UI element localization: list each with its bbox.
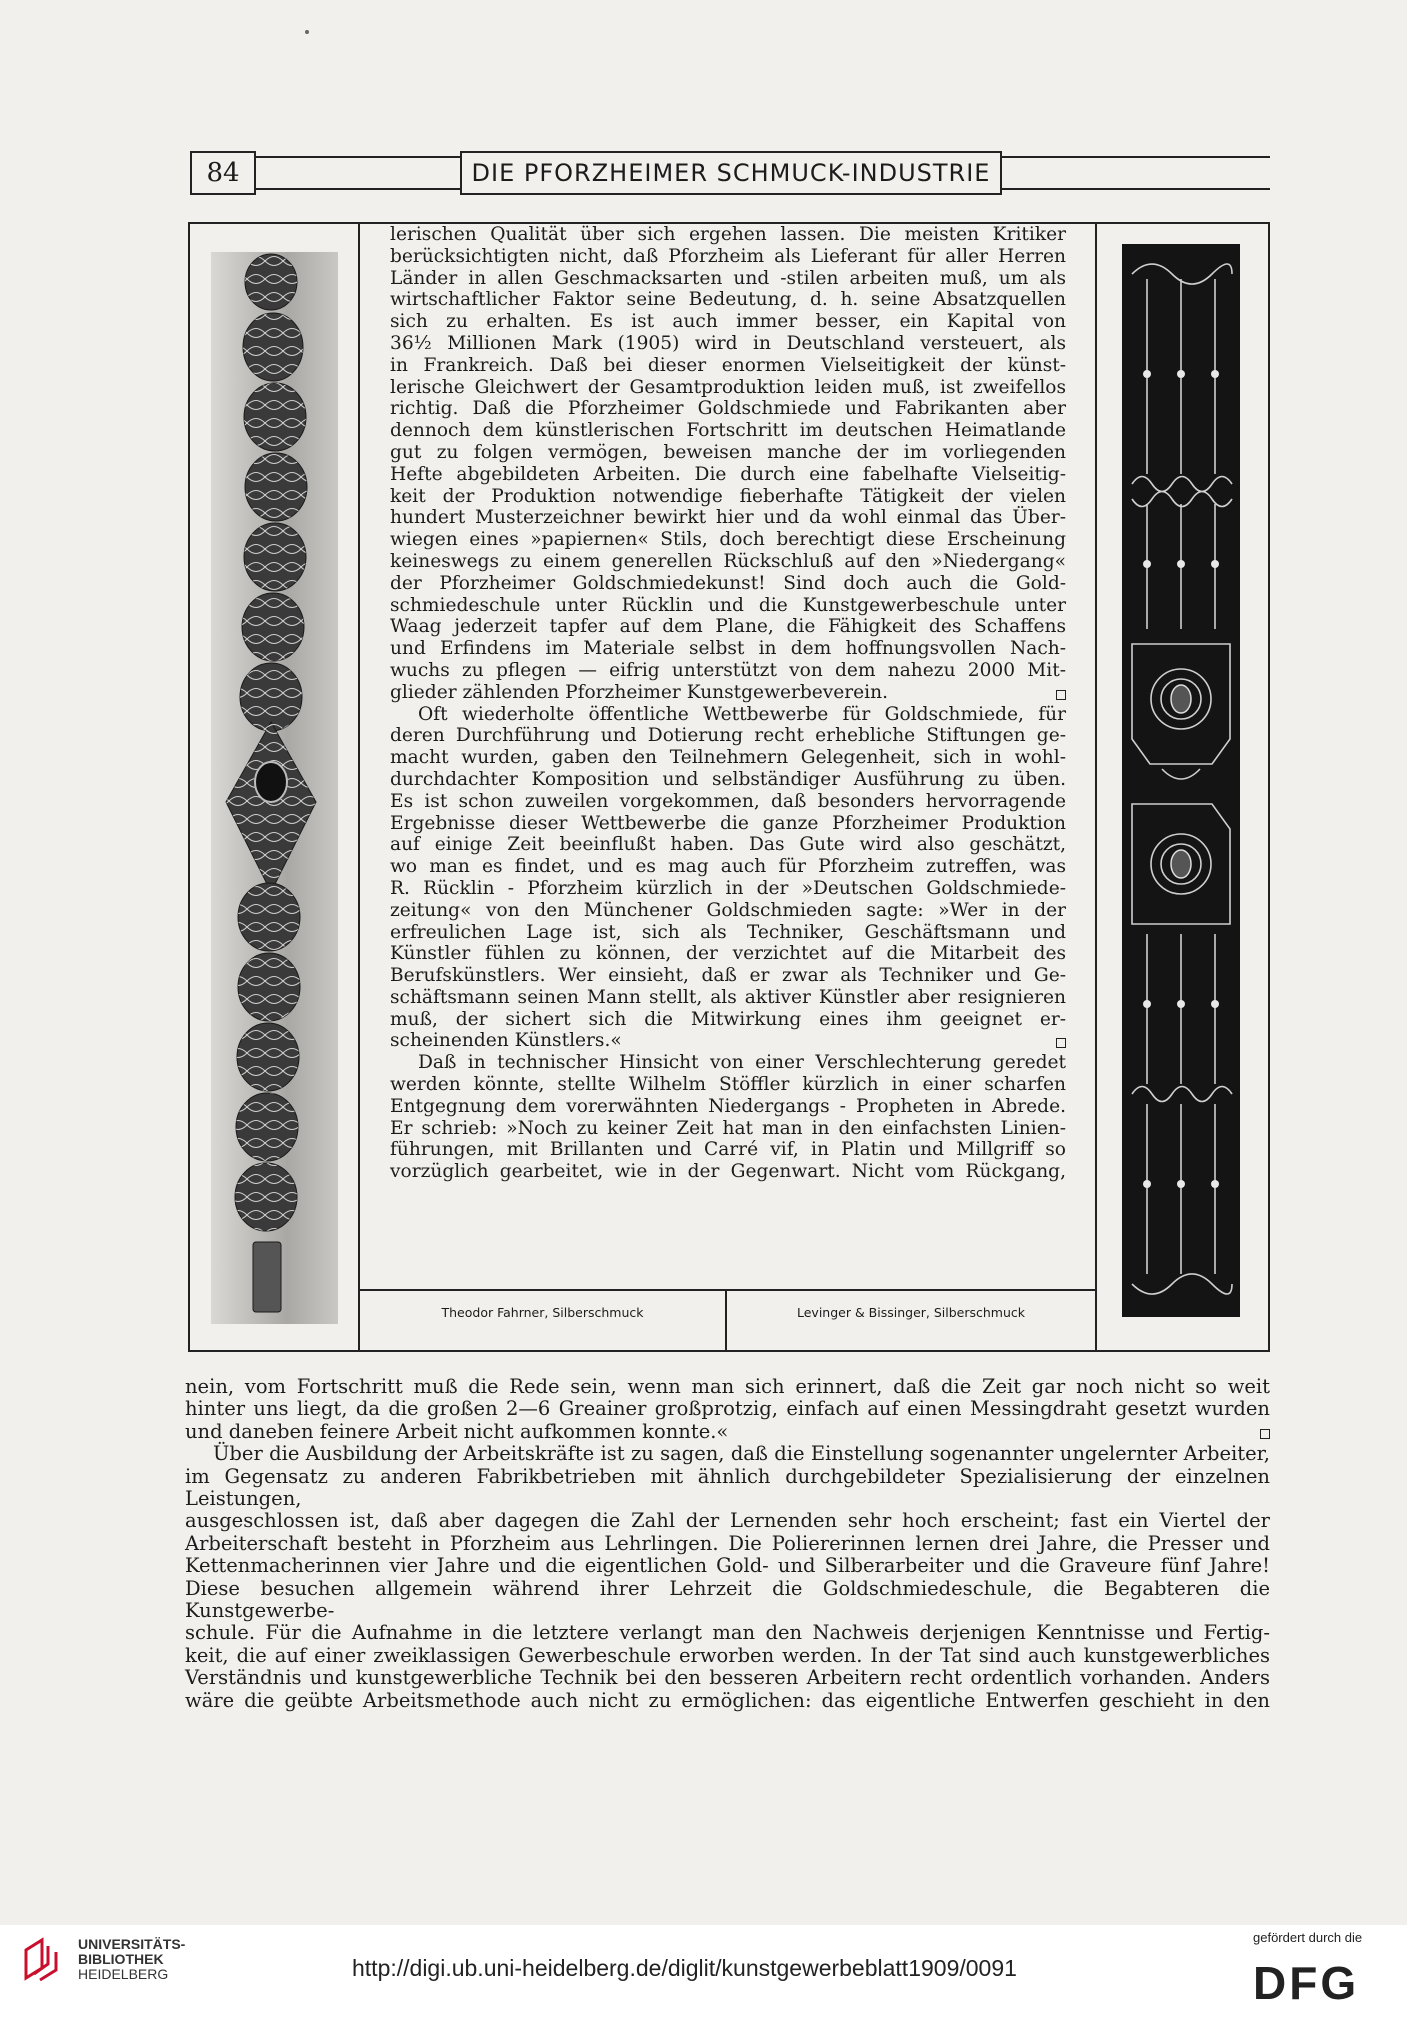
text-line: Entgegnung dem vorerwähnten Niedergangs - Propheten in Abrede.	[390, 1095, 1066, 1117]
column-paragraph-2	[390, 704, 1066, 1053]
main-paragraph-2	[185, 1443, 1270, 1712]
funded-by-label: gefördert durch die	[1253, 1930, 1363, 1945]
text-line: nein, vom Fortschritt muß die Rede sein, wenn man sich erinnert, daß die Zeit gar noch nicht so weit	[185, 1375, 1270, 1398]
text-line: wäre die geübte Arbeitsmethode auch nicht zu ermöglichen: das eigentliche Entwerfen geschieht in den	[185, 1688, 1270, 1712]
caption-divider	[725, 1289, 727, 1352]
text-line: gut zu folgen vermögen, beweisen manche der im vorliegenden	[390, 441, 1066, 463]
text-line: wo man es findet, und es mag auch für Pforzheim zutreffen, was	[390, 856, 1066, 878]
header-rule	[1002, 188, 1270, 190]
text-line: hundert Musterzeichner bewirkt hier und da wohl einmal das Über-	[390, 507, 1066, 529]
caption-left: Theodor Fahrner, Silberschmuck	[441, 1305, 644, 1320]
text-line	[390, 682, 1066, 704]
text-line: der Pforzheimer Goldschmiedekunst! Sind doch auch die Gold-	[390, 572, 1066, 594]
text-line: auf einige Zeit beeinflußt haben. Das Gute wird also geschätzt,	[390, 834, 1066, 856]
caption-right: Levinger & Bissinger, Silberschmuck	[796, 1305, 1026, 1320]
text-line: Oft wiederholte öffentliche Wettbewerbe für Goldschmiede, für	[418, 703, 1066, 725]
text-line: wirtschaftlicher Faktor seine Bedeutung, d. h. seine Absatzquellen	[390, 289, 1066, 311]
main-text	[185, 1376, 1270, 1712]
text-line	[390, 1030, 1066, 1052]
permalink-url[interactable]: http://digi.ub.uni-heidelberg.de/diglit/kunstgewerbeblatt1909/0091	[352, 1955, 1017, 1981]
text-line	[185, 1421, 1270, 1443]
text-line: erfreulichen Lage ist, sich als Techniker, Geschäftsmann und	[390, 921, 1066, 943]
frame-divider-right	[1095, 222, 1097, 1352]
text-line: Daß in technischer Hinsicht von einer Verschlechterung geredet	[418, 1052, 1066, 1074]
speck	[305, 30, 309, 34]
column-text	[390, 224, 1066, 1183]
text-line: keit der Produktion notwendige fieberhafte Tätigkeit der vielen	[390, 485, 1066, 507]
text-line: dennoch dem künstlerischen Fortschritt im deutschen Heimatlande	[390, 420, 1066, 442]
text-line: Ergebnisse dieser Wettbewerbe die ganze Pforzheimer Produktion	[390, 812, 1066, 834]
text-line: schule. Für die Aufnahme in die letztere verlangt man den Nachweis derjenigen Kenntnisse und Fertig-	[185, 1621, 1270, 1645]
text-line: keit, die auf einer zweiklassigen Gewerbeschule erworben werden. In der Tat sind auch kunstgewerbliches	[185, 1643, 1270, 1667]
text-line: sich zu erhalten. Es ist auch immer besser, ein Kapital von	[390, 311, 1066, 333]
dfg-logo: DFG	[1253, 1957, 1360, 2009]
running-header	[190, 151, 1270, 195]
photo-bracelet-fahrner	[211, 252, 338, 1324]
text-line: werden könnte, stellte Wilhelm Stöffler kürzlich in einer scharfen	[390, 1074, 1066, 1096]
header-title: DIE PFORZHEIMER SCHMUCK-INDUSTRIE	[460, 151, 1002, 195]
paragraph-end-square	[1056, 1038, 1066, 1048]
text-line: berücksichtigten nicht, daß Pforzheim als Lieferant für aller Herren	[390, 245, 1066, 267]
text-line: wuchs zu pflegen — eifrig unterstützt von dem nahezu 2000 Mit-	[390, 659, 1066, 681]
text-line: Über die Ausbildung der Arbeitskräfte ist zu sagen, daß die Einstellung sogenannter ungelernter Arbeiter,	[213, 1442, 1270, 1466]
text-line: hinter uns liegt, da die großen 2—6 Greainer großprotzig, einfach auf einen Messingdraht gesetzt wurden	[185, 1397, 1270, 1421]
paragraph-end-square	[1056, 690, 1066, 700]
page-number: 84	[190, 151, 256, 195]
main-paragraph-1	[185, 1376, 1270, 1443]
text-line: deren Durchführung und Dotierung recht erhebliche Stiftungen ge-	[390, 725, 1066, 747]
column-paragraph-3	[390, 1052, 1066, 1183]
text-line-content: und daneben feinere Arbeit nicht aufkommen konnte.«	[185, 1419, 729, 1443]
text-line-content: glieder zählenden Pforzheimer Kunstgewerbeverein.	[390, 681, 889, 703]
header-rule	[256, 156, 460, 158]
text-line: wiegen eines »papiernen« Stils, doch berechtigt diese Erscheinung	[390, 529, 1066, 551]
text-line: zeitung« von den Münchener Goldschmieden sagte: »Wer in der	[390, 899, 1066, 921]
text-line: und Erfindens im Materiale selbst in dem hoffnungsvollen Nach-	[390, 638, 1066, 660]
library-logo-icon	[18, 1934, 70, 1986]
text-line: Länder in allen Geschmacksarten und -stilen arbeiten muß, um als	[390, 267, 1066, 289]
header-rule	[256, 188, 460, 190]
text-line: Künstler fühlen zu können, der verzichtet auf die Mitarbeit des	[390, 943, 1066, 965]
text-line: schäftsmann seinen Mann stellt, als aktiver Künstler aber resignieren	[390, 986, 1066, 1008]
text-line: Kettenmacherinnen vier Jahre und die eigentlichen Gold- und Silberarbeiter und die Graveure fünf Jahre!	[185, 1554, 1270, 1578]
text-line: Arbeiterschaft besteht in Pforzheim aus Lehrlingen. Die Poliererinnen lernen drei Jahre, die Presser und	[185, 1531, 1270, 1555]
library-name-line: BIBLIOTHEK	[78, 1951, 164, 1967]
text-line: Diese besuchen allgemein während ihrer Lehrzeit die Goldschmiedeschule, die Begabteren die Kunstgewerbe-	[185, 1576, 1270, 1623]
text-line: keineswegs zu einem generellen Rückschluß auf den »Niedergang«	[390, 550, 1066, 572]
library-name-line: UNIVERSITÄTS-	[78, 1936, 186, 1952]
photo-bracelet-levinger	[1122, 244, 1240, 1317]
text-line: in Frankreich. Daß bei dieser enormen Vielseitigkeit der künst-	[390, 354, 1066, 376]
text-line-content: scheinenden Künstlers.«	[390, 1030, 622, 1052]
text-line: Er schrieb: »Noch zu keiner Zeit hat man in den einfachsten Linien-	[390, 1117, 1066, 1139]
text-line: Es ist schon zuweilen vorgekommen, daß besonders hervorragende	[390, 790, 1066, 812]
library-name	[78, 1937, 185, 1982]
frame-divider-left	[358, 222, 360, 1352]
text-line: führungen, mit Brillanten und Carré vif, in Platin und Millgriff so	[390, 1139, 1066, 1161]
column-paragraph-1	[390, 224, 1066, 704]
text-line: schmiedeschule unter Rücklin und die Kunstgewerbeschule unter	[390, 594, 1066, 616]
paragraph-end-square	[1260, 1429, 1270, 1439]
text-line: Waag jederzeit tapfer auf dem Plane, die Fähigkeit des Schaffens	[390, 616, 1066, 638]
header-rule	[1002, 156, 1270, 158]
text-line: lerischen Qualität über sich ergehen lassen. Die meisten Kritiker	[390, 224, 1066, 245]
text-line: richtig. Daß die Pforzheimer Goldschmiede und Fabrikanten aber	[390, 398, 1066, 420]
text-line: R. Rücklin - Pforzheim kürzlich in der »Deutschen Goldschmiede-	[390, 877, 1066, 899]
text-line: ausgeschlossen ist, daß aber dagegen die Zahl der Lernenden sehr hoch erscheint; fast ein Viertel der	[185, 1509, 1270, 1533]
text-line: durchdachter Komposition und selbständiger Ausführung zu üben.	[390, 768, 1066, 790]
text-line: macht wurden, gaben den Teilnehmern Gelegenheit, sich in wohl-	[390, 747, 1066, 769]
text-line: Verständnis und kunstgewerbliche Technik bei den besseren Arbeitern recht ordentlich vorhanden. Anders	[185, 1666, 1270, 1690]
text-line: muß, der sichert sich die Mitwirkung eines ihm geeignet er-	[390, 1008, 1066, 1030]
text-line: Hefte abgebildeten Arbeiten. Die durch eine fabelhafte Vielseitig-	[390, 463, 1066, 485]
text-line: im Gegensatz zu anderen Fabrikbetrieben mit ähnlich durchgebildeter Spezialisierung der einzelnen Leistungen,	[185, 1464, 1270, 1511]
text-line: lerische Gleichwert der Gesamtproduktion leiden muß, ist zweifellos	[390, 376, 1066, 398]
text-line: Berufskünstlers. Wer einsieht, daß er zwar als Techniker und Ge-	[390, 965, 1066, 987]
caption-rule	[358, 1289, 1097, 1291]
text-line: 36½ Millionen Mark (1905) wird in Deutschland versteuert, als	[390, 332, 1066, 354]
text-line: vorzüglich gearbeitet, wie in der Gegenwart. Nicht vom Rückgang,	[390, 1161, 1066, 1183]
library-name-line: HEIDELBERG	[78, 1966, 169, 1982]
